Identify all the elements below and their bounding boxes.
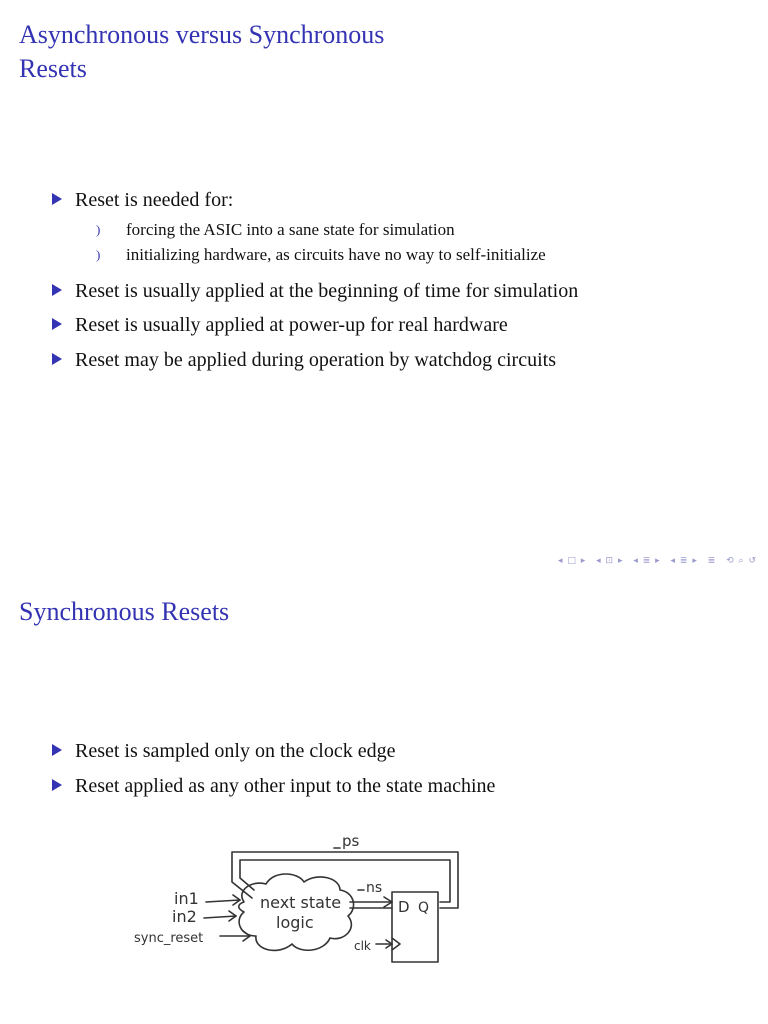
input-in1-label: in1 xyxy=(174,889,199,908)
nav-subsubsection-icon[interactable]: ◂ ≣ ▸ xyxy=(670,556,698,566)
input-in2-label: in2 xyxy=(172,907,197,926)
state-machine-diagram xyxy=(128,832,468,982)
slide2-title: Synchronous Resets xyxy=(19,597,230,626)
clock-edge-marker xyxy=(392,938,400,950)
bullet-triangle-icon xyxy=(52,779,62,791)
bullet-sampled-clock-edge xyxy=(52,739,395,763)
nav-section-icon[interactable]: ◂ ≣ ▸ xyxy=(633,556,661,566)
slide-synchronous-resets xyxy=(0,582,768,1024)
sub-bullet-simulation xyxy=(96,219,455,241)
sub-bullet-text: initializing hardware, as circuits have no way to self-initialize xyxy=(126,245,546,264)
in2-arrow xyxy=(204,916,236,918)
bullet-triangle-icon xyxy=(52,353,62,365)
ns-label: ns xyxy=(366,880,383,896)
bullet-text: Reset is sampled only on the clock edge xyxy=(75,740,396,762)
beamer-navigation-bar xyxy=(555,556,760,566)
in1-arrow xyxy=(206,900,240,902)
slide1-title-line2: Resets xyxy=(19,54,87,83)
ps-label: ps xyxy=(342,832,360,850)
nav-subsection-icon[interactable]: ◂ ⊡ ▸ xyxy=(596,556,624,566)
ff-q-label: Q xyxy=(418,900,430,916)
bullet-triangle-icon xyxy=(52,318,62,330)
bullet-power-up xyxy=(52,313,508,337)
bullet-text: Reset applied as any other input to the state machine xyxy=(75,775,496,797)
logic-label-line2: logic xyxy=(276,913,314,932)
sub-bullet-marker-icon: ) xyxy=(96,247,101,262)
bullet-watchdog xyxy=(52,348,556,372)
slide1-title xyxy=(19,18,384,86)
bullet-text: Reset is usually applied at the beginning of time for simulation xyxy=(75,280,579,302)
logic-label-line1: next state xyxy=(260,893,342,912)
bullet-text: Reset is usually applied at power-up for real hardware xyxy=(75,314,508,336)
ff-d-label: D xyxy=(398,898,410,916)
bullet-triangle-icon xyxy=(52,193,62,205)
nav-controls-icon[interactable]: ⟲ ⌕ ↺ xyxy=(726,556,757,566)
bullet-text: Reset is needed for: xyxy=(75,189,234,211)
slide1-title-line1: Asynchronous versus Synchronous xyxy=(19,20,385,49)
sub-bullet-marker-icon: ) xyxy=(96,222,101,237)
bullet-simulation-start xyxy=(52,279,578,303)
bullet-reset-as-input xyxy=(52,774,495,798)
sub-bullet-text: forcing the ASIC into a sane state for simulation xyxy=(126,220,455,239)
input-sync-reset-label: sync_reset xyxy=(134,931,204,946)
bullet-triangle-icon xyxy=(52,284,62,296)
nav-pages-icon[interactable]: ≣ xyxy=(707,556,717,566)
nav-frame-icon[interactable]: ◂ □ ▸ xyxy=(558,556,587,566)
bullet-reset-needed xyxy=(52,188,233,212)
sub-bullet-hardware xyxy=(96,244,546,266)
bullet-text: Reset may be applied during operation by watchdog circuits xyxy=(75,349,556,371)
clk-label: clk xyxy=(354,939,371,953)
bullet-triangle-icon xyxy=(52,744,62,756)
